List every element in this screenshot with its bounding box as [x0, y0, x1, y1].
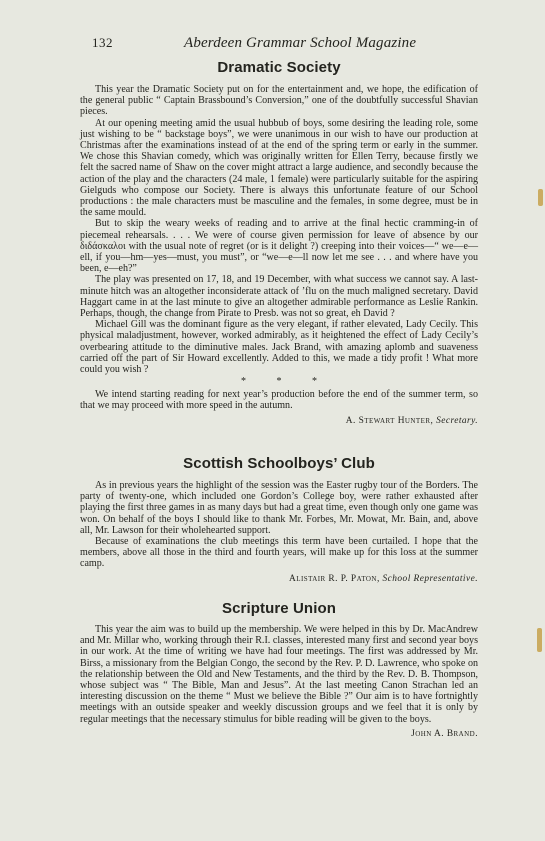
section-heading-scottish-schoolboys-club: Scottish Schoolboys’ Club [183, 455, 375, 472]
dramatic-society-paragraph-2: At our opening meeting amid the usual hubbub of boys, some desiring the leading role, some just wishing to be “ backstage boys”, we were unanimous in our wish to have our production at Christmas after the examinations instead of at the end of the spring term or early in the summer. We chose this Shavian comedy, which was originally written for Ellen Terry, because firstly we felt the sacred name of Shaw on the cover might attract a large audience, and secondly because the action of the play and the characters (24 male, 1 female) were particularly suitable for the aspiring Gielguds who compose our Society. There is always this unfortunate feature of our School productions : the male characters must be masculine and the females, in some degree, must be in the same mould. [80, 117, 478, 219]
dramatic-society-signature-role: Secretary. [436, 415, 478, 426]
dramatic-society-paragraph-3: But to skip the weary weeks of reading and to arrive at the final hectic cramming-in of piecemeal rehearsals. . . . We were of course given permission for leave of absence by our διδάσκαλοι with the usual note of regret (or is it delight ?) creeping into their voices—“ we—e—ell, if you—hm—yes—must, you must”, or “we—e—ll now let me see . . . and where have you been, e—eh?” [80, 218, 478, 275]
journal-title: Aberdeen Grammar School Magazine [184, 35, 417, 51]
dramatic-society-paragraph-5: Michael Gill was the dominant figure as the very elegant, if rather elevated, Lady Cecily. This physical maladjustment, however, worked admirably, as it heightened the effect of Lady Cecily’s overbearing attitude to the diminutive males. Jack Brand, with amazing aplomb and suaveness carried off the part of Sir Howard excellently. Added to this, we made a tidy profit ! What more could you wish ? [80, 319, 478, 376]
scripture-union-signature [80, 728, 478, 740]
scripture-union-section [80, 600, 478, 740]
section-heading-scripture-union: Scripture Union [221, 600, 336, 617]
scottish-schoolboys-club-paragraph-1: As in previous years the highlight of the session was the Easter rugby tour of the Borders. The party of twenty-one, which included one Gordon’s College boy, were rather exhausted after playing the first three games in as many days but had a great time, even though only one game was won. On behalf of the boys I should like to thank Mr. Forbes, Mr. Mowat, Mr. Bain, and, above all, Mr. Lawson for their wholehearted support. [80, 480, 478, 536]
running-head [92, 33, 482, 53]
scottish-schoolboys-club-signature [80, 573, 478, 585]
binding-tape-mark [538, 189, 543, 206]
section-separator: * * * [241, 376, 331, 388]
scottish-schoolboys-club-signature-name: Alistair R. P. Paton, [289, 573, 380, 584]
dramatic-society-paragraph-4: The play was presented on 17, 18, and 19 December, with what success we cannot say. A last-minute hitch was an altogether inconsiderate attack of ’flu on the much maligned secretary. David Haggart came in at the last minute to give an altogether admirable performance as Leslie Rankin. Perhaps, though, the change from Pirate to Presb. was not so great, eh David ? [80, 274, 478, 320]
dramatic-society-section [80, 59, 478, 427]
scripture-union-signature-name: John A. Brand. [411, 728, 478, 739]
scottish-schoolboys-club-section [80, 455, 478, 585]
scottish-schoolboys-club-signature-role: School Representative. [382, 573, 478, 584]
dramatic-society-signature-name: A. Stewart Hunter, [345, 415, 434, 426]
dramatic-society-paragraph-1: This year the Dramatic Society put on for the entertainment and, we hope, the edification of the general public “ Captain Brassbound’s Conversion,” one of the doubtfully successful Shavian pieces. [80, 84, 478, 118]
scripture-union-paragraph-1: This year the aim was to build up the membership. We were helped in this by Dr. MacAndrew and Mr. Millar who, working through their R.I. classes, interested many first and second year boys in our work. At the time of writing we have had four meetings. The first was addressed by Mr. Birss, a missionary from the Belgian Congo, the second by the Rev. P. D. Lawrence, who spoke on the relationship between the Old and New Testaments, and the third by the Rev. D. B. Thompson, whose subject was “ The Bible, Man and Jesus”. At the last meeting Canon Strachan led an interesting discussion on the theme “ Must we believe the Bible ?” Our aim is to have fortnightly meetings with an outside speaker and weekly discussion groups and we feel that it is only by regular meetings that the necessary stimulus for bible reading will be given to the boys. [80, 624, 478, 725]
page-number: 132 [92, 35, 113, 50]
binding-tape-mark [537, 628, 542, 652]
dramatic-society-signature [80, 415, 478, 427]
section-heading-dramatic-society: Dramatic Society [217, 59, 341, 76]
scottish-schoolboys-club-paragraph-2: Because of examinations the club meetings this term have been curtailed. I hope that the members, above all those in the third and fourth years, will make up for this loss at the summer camp. [80, 536, 478, 570]
dramatic-society-closing-paragraph: We intend starting reading for next year’s production before the end of the summer term, so that we may proceed with more speed in the autumn. [80, 389, 478, 412]
